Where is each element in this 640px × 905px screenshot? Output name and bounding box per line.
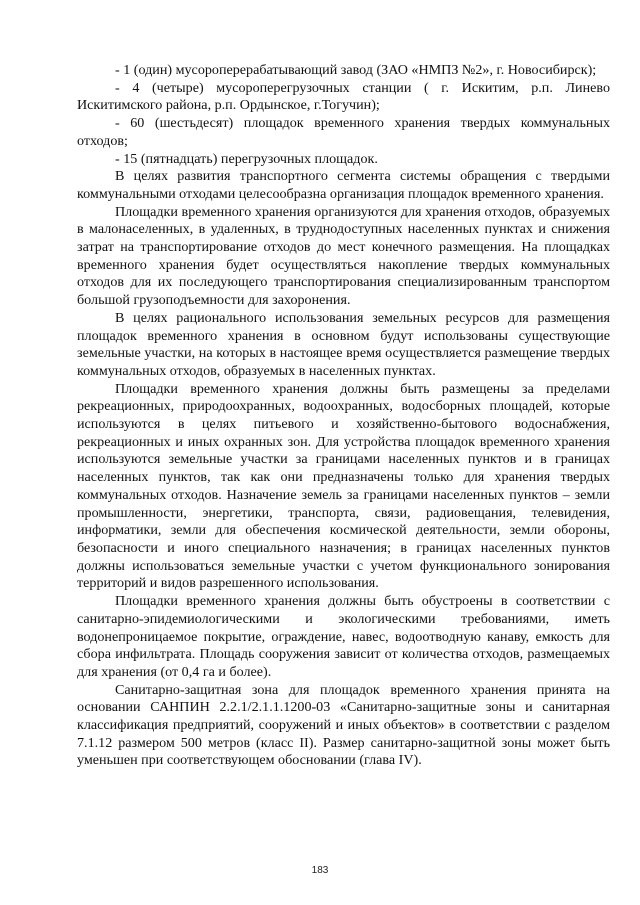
list-item-plant: - 1 (один) мусороперерабатывающий завод (ЗАО «НМПЗ №2», г. Новосибирск);: [115, 62, 597, 78]
paragraph-storage-purpose: Площадки временного хранения организуются для хранения отходов, образуемых в малонаселенных, в удаленных, в труднодоступных населенных пунктах и снижения затрат на транспортирование отходов до мест конечного размещения. На площадках временного хранения будет осуществляться накопление твердых коммунальных отходов для их последующего транспортирования специализированным транспортом большой грузоподъемности для захоронения.: [77, 203, 610, 309]
paragraph-sanitary-zone: Санитарно-защитная зона для площадок временного хранения принята на основании САНПИН 2.2.1/2.1.1.1200-03 «Санитарно-защитные зоны и санитарная классификация предприятий, сооружений и иных объектов» в соответствии с разделом 7.1.12 размером 500 метров (класс II). Размер санитарно-защитной зоны может быть уменьшен при соответствующем обосновании (глава IV).: [77, 681, 610, 769]
document-body: [77, 62, 610, 770]
paragraph-siting-rules: Площадки временного хранения должны быть размещены за пределами рекреационных, природоохранных, водоохранных, водосборных площадей, которые используются в целях питьевого и хозяйственно-бытового водоснабжения, рекреационных и иных охранных зон. Для устройства площадок временного хранения используются земельные участки за границами населенных пунктов и в границах населенных пунктов, так как они предназначены только для хранения твердых коммунальных отходов. Назначение земель за границами населенных пунктов – земли промышленности, энергетики, транспорта, связи, радиовещания, телевидения, информатики, земли для обеспечения космической деятельности, земли обороны, безопасности и иного специального назначения; в границах населенных пунктов должны использоваться земельные участки с учетом функционального зонирования территорий и видов разрешенного использования.: [77, 380, 610, 592]
list-item-transfer-platforms: - 15 (пятнадцать) перегрузочных площадок.: [115, 150, 378, 167]
paragraph-transport-segment: В целях развития транспортного сегмента системы обращения с твердыми коммунальными отходами целесообразна организация площадок временного хранения.: [77, 168, 610, 202]
paragraph-construction-requirements: Площадки временного хранения должны быть обустроены в соответствии с санитарно-эпидемиологическими и экологическими требованиями, иметь водонепроницаемое покрытие, ограждение, навес, водоотводную канаву, емкость для сбора инфильтрата. Площадь сооружения зависит от количества отходов, размещаемых для хранения (от 0,4 га и более).: [77, 593, 610, 680]
list-item-transfer-stations: - 4 (четыре) мусороперегрузочных станции ( г. Искитим, р.п. Линево Искитимского района, р.п. Ордынское, г.Тогучин);: [77, 79, 610, 114]
list-item-storage-sites: - 60 (шестьдесят) площадок временного хранения твердых коммунальных отходов;: [77, 115, 610, 149]
paragraph-land-use: В целях рационального использования земельных ресурсов для размещения площадок временного хранения в основном будут использованы существующие земельные участки, на которых в настоящее время осуществляется размещение твердых коммунальных отходов, образуемых в населенных пунктах.: [77, 309, 610, 379]
page-number: 183: [311, 865, 329, 876]
